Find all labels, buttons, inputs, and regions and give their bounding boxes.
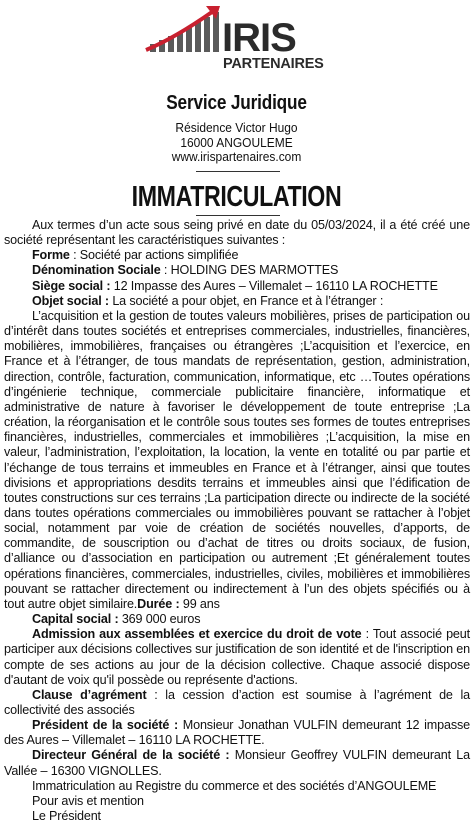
notice-body (4, 218, 470, 824)
service-title: Service Juridique (166, 92, 307, 114)
siege-value: 12 Impasse des Aures – Villemalet – 16110 LA ROCHETTE (110, 278, 438, 293)
logo-brand: IRIS (222, 16, 296, 60)
divider-bottom (196, 215, 280, 216)
divider-top (196, 171, 280, 172)
siege-label: Siège social : (32, 278, 111, 293)
agrement-value: : la cession d’action est soumise à l’agrément de la collectivité des associés (4, 687, 470, 717)
dg-value: Monsieur Geoffrey VULFIN demeurant La Vallée – 16300 VIGNOLLES. (4, 748, 470, 778)
contact-block (19, 121, 454, 165)
objet-text: L’acquisition et la gestion de toutes valeurs mobilières, prises de participation ou d’intérêt dans toutes sociétés et entreprises commerciales, industrielles, financières, mobilières, immobilières, françaises ou étrangères ;L’acquisition et l’exercice, en France et à l’étranger, de tous mandats de représentation, gestion, administration, direction, contrôle, facturation, communication, informatique, etc …Toutes opérations d’ingénierie technique, commerciale publicitaire financière, informatique et administrative de nature à favoriser le développement de toute entreprise ;La création, la réorganisation et le contrôle sous toutes ses formes de toutes entreprises financières, industrielles, commerciales et immobilières ;L’acquisition, la mise en valeur, l’administration, l’exploitation, la location, la vente en totalité ou par partie et l’échange de tous terrains et immeubles en France et à l’étranger, ainsi que toutes divisions et appropriations desdits terrains et immeubles ainsi que l’édification de toutes constructions sur ces terrains ;La participation directe ou indirecte de la société dans toutes opérations commerciales ou immobilières pouvant se rattacher à l’objet social, notamment par voie de création de sociétés nouvelles, d’apports, de commandite, de souscription ou d’achat de titres ou droits sociaux, de fusion, d’alliance ou d’association en participation ou autrement ;Et généralement toutes opérations financières, commerciales, industrielles, civiles, mobilières et immobilières pouvant se rattacher directement ou indirectement à l’un des objets spécifiés ou à tout autre objet similaire. (4, 308, 470, 611)
dg-paragraph (4, 748, 470, 778)
rcs-line: Immatriculation au Registre du commerce et des sociétés d’ANGOULEME (32, 778, 437, 793)
capital-label: Capital social : (32, 612, 119, 627)
intro-paragraph: Aux termes d’un acte sous seing privé en date du 05/03/2024, il a été créé une société représentant les caractéristiques suivantes : (4, 218, 470, 248)
address-line-1: Résidence Victor Hugo (175, 120, 298, 135)
agrement-label: Clause d’agrément (32, 687, 147, 702)
iris-logo (140, 4, 340, 78)
duree-label: Durée : (137, 596, 180, 611)
president-value: Monsieur Jonathan VULFIN demeurant 12 impasse des Aures – Villemalet – 16110 LA ROCHETTE. (4, 718, 470, 748)
duree-value: 99 ans (179, 596, 220, 611)
admission-paragraph (4, 627, 470, 688)
logo-subtitle: PARTENAIRES (223, 56, 324, 72)
objet-line (4, 294, 470, 309)
admission-value: : Tout associé peut participer aux décisions collectives sur justification de son identité et de l'inscription en compte de ses actions au jour de la décision collective. Chaque associé dispose d'autant de voix qu'il possède ou représente d'actions. (4, 627, 470, 687)
page-title: IMMATRICULATION (131, 181, 342, 213)
admission-label: Admission aux assemblées et exercice du droit de vote (32, 627, 362, 642)
mention-line: Pour avis et mention (32, 793, 144, 808)
capital-value: 369 000 euros (118, 612, 201, 627)
forme-line (4, 248, 470, 263)
website: www.irispartenaires.com (171, 149, 302, 164)
agrement-paragraph (4, 688, 470, 718)
denomination-line (4, 263, 470, 278)
denomination-label: Dénomination Sociale (32, 263, 161, 278)
forme-value: : Société par actions simplifiée (69, 248, 239, 263)
address-line-2: 16000 ANGOULEME (180, 134, 293, 150)
president-label: Président de la société : (32, 718, 179, 733)
capital-line (4, 612, 470, 627)
president-paragraph (4, 718, 470, 748)
dg-label: Directeur Général de la société : (32, 748, 230, 763)
denomination-value: : HOLDING DES MARMOTTES (160, 263, 339, 278)
objet-paragraph (4, 309, 470, 612)
siege-line (4, 279, 470, 294)
objet-value: La société a pour objet, en France et à l’étranger : (108, 293, 384, 308)
signature-line: Le Président (32, 809, 101, 824)
objet-label: Objet social : (32, 293, 109, 308)
forme-label: Forme (32, 248, 70, 263)
